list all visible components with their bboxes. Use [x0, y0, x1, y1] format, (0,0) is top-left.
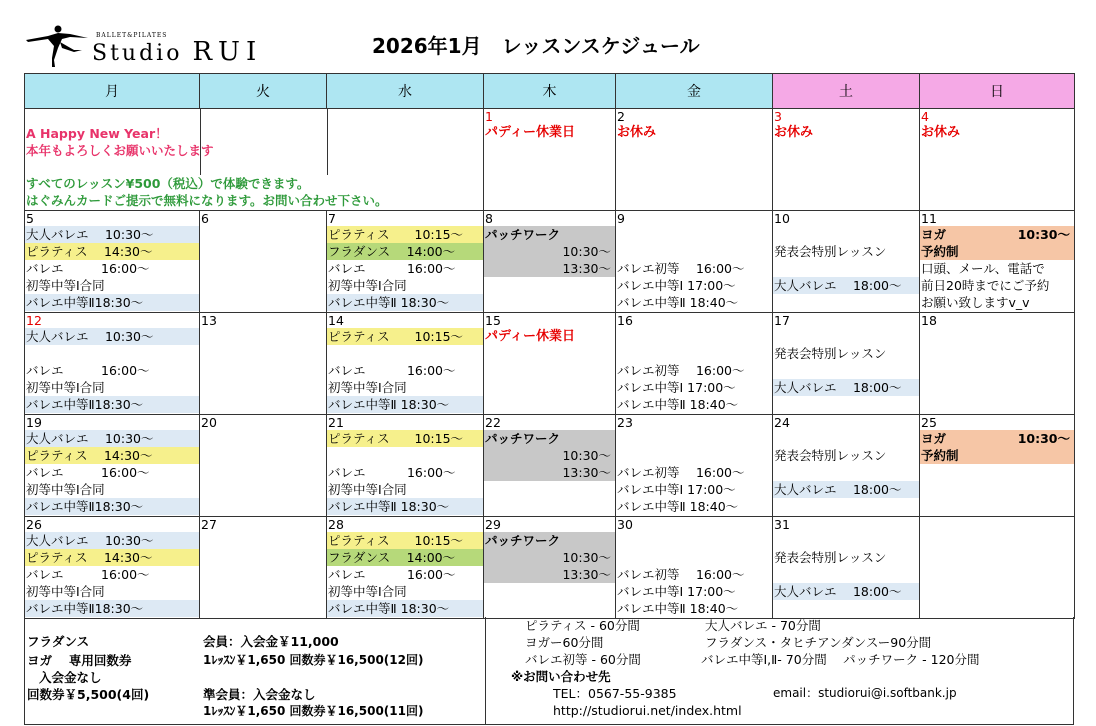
lesson-ballet-chuto2: バレエ中等Ⅱ18:30～: [25, 396, 199, 413]
hagumin-card-notice: はぐみんカードご提示で無料になります。お問い合わせ下さい。: [26, 193, 388, 208]
lesson-adult-ballet: 大人バレエ 10:30～: [25, 226, 199, 243]
day-cell: [25, 415, 200, 517]
day-cell: [616, 109, 773, 211]
day-cell: [200, 415, 327, 517]
day-cell: [773, 517, 920, 619]
day-number: 3: [774, 109, 782, 124]
lesson-note: 初等中等Ⅰ合同: [26, 584, 105, 599]
logo-wordmark: [92, 37, 262, 67]
new-year-greeting: A Happy New Year！: [26, 126, 168, 141]
lesson-time: 13:30～: [484, 260, 615, 277]
lesson-patchwork: パッチワーク: [484, 226, 615, 243]
new-year-message-cell: [25, 109, 484, 211]
lesson-ballet-chuto2: バレエ中等Ⅱ 18:40～: [617, 499, 739, 514]
day-cell: [200, 517, 327, 619]
logo-rui: RUI: [192, 37, 263, 67]
lesson-ballet-chuto1: バレエ中等Ⅰ 17:00～: [617, 380, 736, 395]
duration-ballet-chuto: バレエ中等Ⅰ,Ⅱ- 70分間 パッチワーク - 120分間: [701, 652, 980, 667]
weekday-thu: 木: [484, 74, 616, 109]
lesson-recital: 発表会特別レッスン: [774, 550, 887, 565]
lesson-ballet-chuto2: バレエ中等Ⅱ18:30～: [25, 600, 199, 617]
closed-label: お休み: [921, 125, 961, 140]
lesson-ballet-chuto1: バレエ中等Ⅰ 17:00～: [617, 482, 736, 497]
weekday-header-row: [25, 74, 1075, 109]
day-number: 6: [201, 211, 209, 226]
day-cell: [616, 517, 773, 619]
lesson-hula: フラダンス 14:00～: [327, 549, 483, 566]
day-number: 5: [26, 211, 34, 226]
lesson-yoga: ヨガ: [921, 227, 947, 242]
day-cell: [920, 313, 1075, 415]
lesson-ballet-chuto1: バレエ中等Ⅰ 17:00～: [617, 278, 736, 293]
day-number: 21: [328, 415, 344, 430]
lesson-ballet: バレエ 16:00～: [328, 261, 456, 276]
day-cell: [200, 313, 327, 415]
lesson-time: 10:30～: [484, 549, 615, 566]
lesson-patchwork: パッチワーク: [484, 430, 615, 447]
day-number: 27: [201, 517, 217, 532]
lesson-ballet-chuto2: バレエ中等Ⅱ 18:40～: [617, 397, 739, 412]
day-number: 14: [328, 313, 344, 328]
page-title: 2026年1月 レッスンスケジュール: [372, 34, 700, 58]
day-number: 26: [26, 517, 42, 532]
day-cell: [484, 109, 616, 211]
logo-subtitle: BALLET&PILATES: [96, 32, 168, 39]
pricing-info-footer: [24, 617, 1074, 725]
lesson-ballet-chuto2: バレエ中等Ⅱ 18:30～: [327, 396, 483, 413]
lesson-pilates: ピラティス 10:15～: [327, 532, 483, 549]
day-cell: [920, 109, 1075, 211]
closed-label: お休み: [617, 125, 657, 140]
lesson-adult-ballet: 大人バレエ 18:00～: [773, 481, 919, 498]
day-cell: [327, 415, 484, 517]
day-cell: [484, 517, 616, 619]
day-number: 30: [617, 517, 633, 532]
day-cell: [773, 211, 920, 313]
lesson-ballet-chuto2: バレエ中等Ⅱ 18:40～: [617, 601, 739, 616]
day-cell: [327, 211, 484, 313]
day-cell: [25, 211, 200, 313]
lesson-adult-ballet: 大人バレエ 10:30～: [25, 328, 199, 345]
weekday-sun: 日: [920, 74, 1075, 109]
week-row-5: [25, 517, 1075, 619]
lesson-note: 初等中等Ⅰ合同: [26, 482, 105, 497]
lesson-time: 10:30～: [484, 243, 615, 260]
day-number: 18: [921, 313, 937, 328]
lesson-ballet-shoto: バレエ初等 16:00～: [617, 363, 745, 378]
yoga-note: 前日20時までにご予約: [921, 278, 1050, 293]
dancer-silhouette-icon: [24, 20, 90, 68]
lesson-adult-ballet: 大人バレエ 18:00～: [773, 277, 919, 294]
day-cell: [920, 211, 1075, 313]
day-number: 31: [774, 517, 790, 532]
trial-notice: すべてのレッスン¥500（税込）で体験できます。: [26, 176, 310, 191]
day-number: 10: [774, 211, 790, 226]
day-cell: [616, 211, 773, 313]
day-cell: [920, 415, 1075, 517]
day-number: 16: [617, 313, 633, 328]
day-cell: [773, 109, 920, 211]
day-cell: [200, 211, 327, 313]
day-number: [920, 517, 1074, 532]
yoga-reservation: 予約制: [920, 447, 1074, 464]
closed-label: お休み: [774, 125, 814, 140]
day-cell: [25, 313, 200, 415]
lesson-ballet: バレエ 16:00～: [26, 363, 150, 378]
contact-url[interactable]: http://studiorui.net/index.html: [553, 703, 742, 718]
footer-yoga-ticket: ヨガ 専用回数券: [27, 653, 132, 668]
footer-member: 会員：入会金￥11,000: [203, 634, 339, 649]
day-cell: [920, 517, 1075, 619]
closed-label: パディー休業日: [485, 125, 575, 140]
lesson-note: 初等中等Ⅰ合同: [26, 380, 105, 395]
lesson-note: 初等中等Ⅰ合同: [26, 278, 105, 293]
weekday-mon: 月: [25, 74, 200, 109]
logo-studio: Studio: [92, 41, 183, 66]
day-number: 9: [617, 211, 625, 226]
yoga-note: お願い致しますv_v: [921, 295, 1030, 310]
day-number: 7: [328, 211, 336, 226]
lesson-ballet-chuto1: バレエ中等Ⅰ 17:00～: [617, 584, 736, 599]
lesson-pilates: ピラティス 10:15～: [327, 226, 483, 243]
day-number: 25: [921, 415, 937, 430]
duration-hula: フラダンス・タヒチアンダンスー90分間: [705, 635, 932, 650]
day-cell: [484, 211, 616, 313]
lesson-note: 初等中等Ⅰ合同: [328, 278, 407, 293]
day-cell: [327, 313, 484, 415]
lesson-ballet-chuto2: バレエ中等Ⅱ 18:40～: [617, 295, 739, 310]
day-number: 24: [774, 415, 790, 430]
day-number: 20: [201, 415, 217, 430]
lesson-time: 13:30～: [484, 464, 615, 481]
yoga-note: 口頭、メール、電話で: [921, 261, 1045, 276]
day-number: 1: [485, 109, 493, 124]
day-cell: [616, 415, 773, 517]
duration-pilates: ピラティス - 60分間: [525, 618, 640, 633]
schedule-calendar: [24, 73, 1075, 619]
lesson-pilates: ピラティス 10:15～: [327, 328, 483, 345]
lesson-ballet: バレエ 16:00～: [328, 465, 456, 480]
footer-hula: フラダンス: [27, 634, 90, 649]
day-number: 19: [26, 415, 42, 430]
footer-ticket4: 回数券￥5,500(4回): [27, 687, 150, 702]
week-row-3: [25, 313, 1075, 415]
lesson-hula: フラダンス 14:00～: [327, 243, 483, 260]
day-number: 12: [26, 313, 42, 328]
contact-heading: ※お問い合わせ先: [511, 669, 611, 684]
day-number: 13: [201, 313, 217, 328]
day-cell: [484, 415, 616, 517]
lesson-adult-ballet: 大人バレエ 18:00～: [773, 583, 919, 600]
lesson-time: 10:30～: [484, 447, 615, 464]
lesson-note: 初等中等Ⅰ合同: [328, 482, 407, 497]
lesson-note: 初等中等Ⅰ合同: [328, 380, 407, 395]
lesson-ballet-shoto: バレエ初等 16:00～: [617, 567, 745, 582]
weekday-fri: 金: [616, 74, 773, 109]
day-number: 22: [485, 415, 501, 430]
lesson-ballet: バレエ 16:00～: [26, 567, 150, 582]
weekday-tue: 火: [200, 74, 327, 109]
lesson-pilates: ピラティス 14:30～: [25, 549, 199, 566]
day-number: 8: [485, 211, 493, 226]
day-cell: [773, 415, 920, 517]
day-cell: [616, 313, 773, 415]
duration-adult-ballet: 大人バレエ - 70分間: [705, 618, 821, 633]
new-year-wish: 本年もよろしくお願いいたします: [26, 143, 214, 158]
day-number: 11: [921, 211, 937, 226]
day-number: 23: [617, 415, 633, 430]
footer-member-price: 1ﾚｯｽﾝ￥1,650 回数券￥16,500(12回): [203, 653, 424, 667]
week-row-4: [25, 415, 1075, 517]
weekday-wed: 水: [327, 74, 484, 109]
lesson-ballet-chuto2: バレエ中等Ⅱ 18:30～: [327, 600, 483, 617]
day-number: 2: [617, 109, 625, 124]
weekday-sat: 土: [773, 74, 920, 109]
day-cell: [773, 313, 920, 415]
day-number: 29: [485, 517, 501, 532]
footer-assoc: 準会員：入会金なし: [203, 687, 316, 702]
contact-email[interactable]: email：studiorui@i.softbank.jp: [773, 686, 957, 700]
lesson-time: 10:30～: [1017, 431, 1070, 446]
lesson-adult-ballet: 大人バレエ 18:00～: [773, 379, 919, 396]
lesson-ballet-chuto2: バレエ中等Ⅱ 18:30～: [327, 294, 483, 311]
contact-tel: TEL：0567-55-9385: [553, 686, 677, 701]
lesson-pilates: ピラティス 14:30～: [25, 447, 199, 464]
lesson-patchwork: パッチワーク: [484, 532, 615, 549]
yoga-reservation: 予約制: [920, 243, 1074, 260]
lesson-ballet: バレエ 16:00～: [26, 465, 150, 480]
lesson-recital: 発表会特別レッスン: [774, 244, 887, 259]
day-number: 28: [328, 517, 344, 532]
lesson-time: 13:30～: [484, 566, 615, 583]
duration-ballet-shoto: バレエ初等 - 60分間: [525, 652, 641, 667]
lesson-pilates: ピラティス 14:30～: [25, 243, 199, 260]
week-row-2: [25, 211, 1075, 313]
studio-logo: [24, 20, 263, 70]
day-cell: [327, 517, 484, 619]
lesson-ballet-chuto2: バレエ中等Ⅱ18:30～: [25, 498, 199, 515]
lesson-adult-ballet: 大人バレエ 10:30～: [25, 430, 199, 447]
lesson-recital: 発表会特別レッスン: [774, 448, 887, 463]
footer-no-fee: 入会金なし: [39, 670, 102, 685]
lesson-ballet-chuto2: バレエ中等Ⅱ18:30～: [25, 294, 199, 311]
lesson-ballet-chuto2: バレエ中等Ⅱ 18:30～: [327, 498, 483, 515]
lesson-time: 10:30～: [1017, 227, 1070, 242]
day-number: 15: [485, 313, 501, 328]
lesson-ballet: バレエ 16:00～: [26, 261, 150, 276]
lesson-note: 初等中等Ⅰ合同: [328, 584, 407, 599]
lesson-yoga: ヨガ: [921, 431, 947, 446]
footer-assoc-price: 1ﾚｯｽﾝ￥1,650 回数券￥16,500(11回): [203, 704, 424, 718]
lesson-pilates: ピラティス 10:15～: [327, 430, 483, 447]
lesson-recital: 発表会特別レッスン: [774, 346, 887, 361]
lesson-ballet: バレエ 16:00～: [328, 363, 456, 378]
day-cell: [484, 313, 616, 415]
day-cell: [25, 517, 200, 619]
duration-yoga: ヨガー60分間: [525, 635, 604, 650]
week-row-1: [25, 109, 1075, 211]
closed-label: パディー休業日: [485, 329, 575, 344]
day-number: 17: [774, 313, 790, 328]
lesson-ballet-shoto: バレエ初等 16:00～: [617, 465, 745, 480]
lesson-ballet: バレエ 16:00～: [328, 567, 456, 582]
lesson-ballet-shoto: バレエ初等 16:00～: [617, 261, 745, 276]
day-number: 4: [921, 109, 929, 124]
lesson-adult-ballet: 大人バレエ 10:30～: [25, 532, 199, 549]
